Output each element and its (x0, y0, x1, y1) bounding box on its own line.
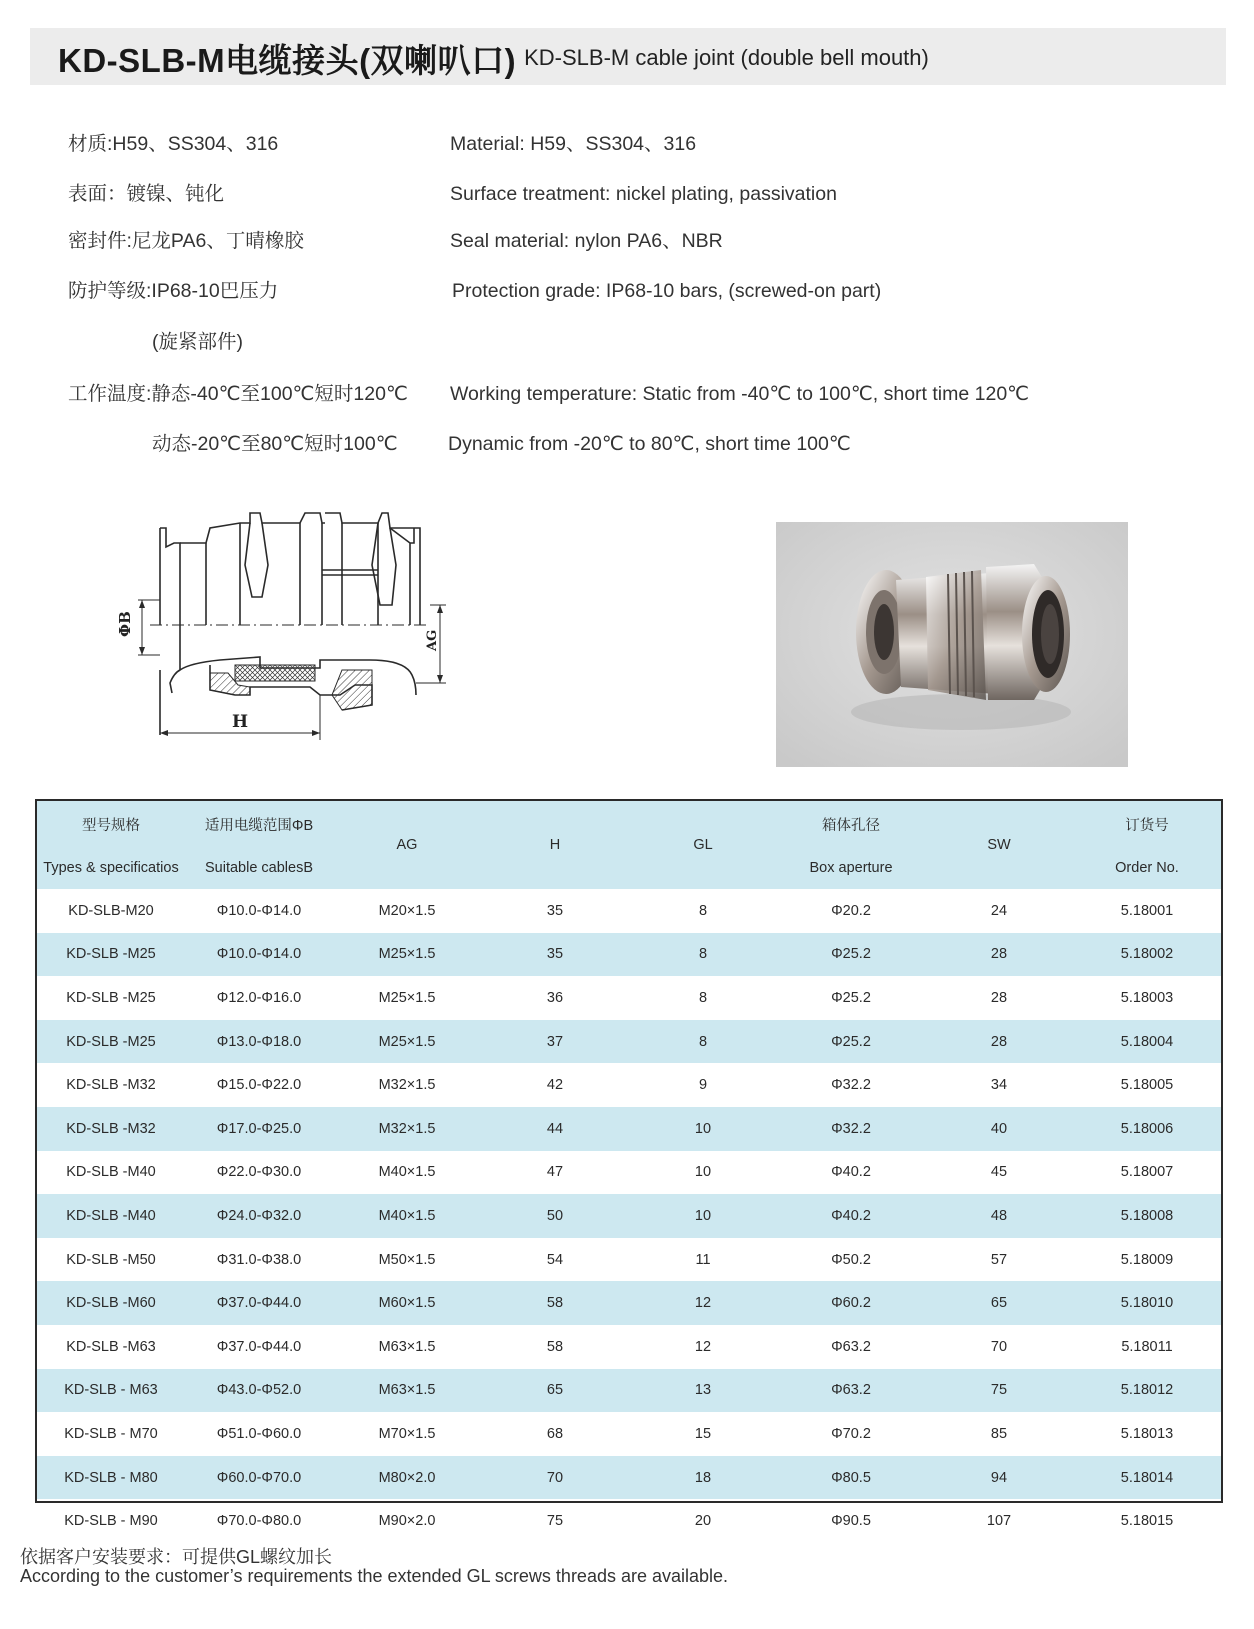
table-cell: M20×1.5 (378, 902, 436, 919)
table-cell: KD-SLB -M63 (66, 1338, 156, 1355)
table-cell: Φ63.2 (831, 1338, 871, 1355)
table-cell: KD-SLB -M40 (66, 1164, 156, 1181)
table-cell: M40×1.5 (378, 1164, 436, 1181)
table-cell: 58 (481, 1281, 629, 1325)
table-cell: Φ15.0-Φ22.0 (216, 1077, 302, 1094)
table-cell: Φ25.2 (777, 1020, 925, 1064)
header-h: H (481, 801, 629, 889)
table-cell: 24 (990, 902, 1008, 919)
table-cell: 18 (629, 1456, 777, 1500)
table-cell: KD-SLB -M32 (66, 1077, 156, 1094)
table-cell: Φ10.0-Φ14.0 (185, 933, 333, 977)
table-cell: KD-SLB-M20 (68, 902, 154, 919)
note-zh: 依据客户安装要求：可提供GL螺纹加长 (20, 1547, 333, 1567)
table-cell: 8 (629, 933, 777, 977)
spec-surface-zh: 表面：镀镍、钝化 (68, 183, 225, 205)
table-cell: M50×1.5 (378, 1251, 436, 1268)
table-cell: M60×1.5 (333, 1281, 481, 1325)
table-cell: 28 (990, 989, 1008, 1006)
table-cell: Φ32.2 (831, 1077, 871, 1094)
table-cell: 70 (990, 1338, 1008, 1355)
table-cell: Φ70.0-Φ80.0 (216, 1513, 302, 1530)
cable-gland-image (776, 522, 1128, 767)
table-cell: 12 (629, 1281, 777, 1325)
title-en: KD-SLB-M cable joint (double bell mouth) (524, 45, 929, 70)
table-cell: KD-SLB - M63 (37, 1369, 185, 1413)
table-row (37, 1369, 1221, 1413)
table-cell: 75 (925, 1369, 1073, 1413)
table-cell: 35 (481, 933, 629, 977)
table-cell: 28 (925, 1020, 1073, 1064)
table-cell: Φ60.2 (777, 1281, 925, 1325)
table-cell: 5.18006 (1073, 1107, 1221, 1151)
table-cell: 35 (546, 902, 564, 919)
table-row (37, 1325, 1221, 1369)
table-cell: Φ13.0-Φ18.0 (185, 1020, 333, 1064)
spec-seal-zh: 密封件:尼龙PA6、丁晴橡胶 (68, 230, 304, 252)
table-cell: 11 (695, 1251, 711, 1268)
table-cell: 65 (925, 1281, 1073, 1325)
table-cell: 58 (546, 1338, 564, 1355)
table-cell: 5.18003 (1120, 989, 1174, 1006)
table-cell: M32×1.5 (378, 1077, 436, 1094)
table-cell: M25×1.5 (378, 989, 436, 1006)
spec-protection-zh-2: (旋紧部件) (152, 331, 243, 353)
table-cell: 36 (546, 989, 564, 1006)
table-cell: Φ32.2 (777, 1107, 925, 1151)
table-cell: 5.18014 (1073, 1456, 1221, 1500)
table-cell: Φ24.0-Φ32.0 (185, 1194, 333, 1238)
table-cell: 37 (481, 1020, 629, 1064)
table-cell: Φ25.2 (831, 989, 871, 1006)
header-order-no: 订货号 Order No. (1073, 801, 1221, 889)
table-cell: 9 (698, 1077, 708, 1094)
table-cell: 5.18013 (1120, 1425, 1174, 1442)
table-cell: 5.18010 (1073, 1281, 1221, 1325)
table-cell: 34 (990, 1077, 1008, 1094)
header-cable-range: 适用电缆范围ΦB Suitable cablesB (185, 801, 333, 889)
table-row (37, 1194, 1221, 1238)
table-cell: M40×1.5 (333, 1194, 481, 1238)
table-row (37, 1151, 1221, 1195)
spec-table (35, 799, 1223, 1530)
table-row (37, 1281, 1221, 1325)
label-phi-b: ΦB (116, 611, 134, 637)
spec-protection-en: Protection grade: IP68-10 bars, (screwed-on part) (452, 280, 882, 302)
table-cell: KD-SLB - M80 (37, 1456, 185, 1500)
table-row (37, 1020, 1221, 1064)
spec-surface-en: Surface treatment: nickel plating, passivation (450, 183, 837, 205)
table-cell: 10 (629, 1194, 777, 1238)
table-cell: 75 (546, 1513, 564, 1530)
table-cell: KD-SLB -M25 (66, 989, 156, 1006)
product-photo (776, 522, 1128, 767)
table-cell: Φ31.0-Φ38.0 (216, 1251, 302, 1268)
table-cell: Φ43.0-Φ52.0 (185, 1369, 333, 1413)
table-cell: KD-SLB - M90 (64, 1513, 158, 1530)
table-row (37, 1499, 1221, 1543)
table-cell: 42 (546, 1077, 564, 1094)
table-cell: Φ37.0-Φ44.0 (185, 1281, 333, 1325)
table-cell: 70 (481, 1456, 629, 1500)
table-cell: 44 (481, 1107, 629, 1151)
table-cell: 5.18011 (1121, 1338, 1173, 1355)
table-cell: 65 (481, 1369, 629, 1413)
table-cell: M63×1.5 (378, 1338, 436, 1355)
header-type: 型号规格 Types & specificatios (37, 801, 185, 889)
table-cell: Φ51.0-Φ60.0 (216, 1425, 302, 1442)
table-cell: 45 (990, 1164, 1008, 1181)
table-cell: Φ63.2 (777, 1369, 925, 1413)
table-cell: 8 (698, 989, 708, 1006)
table-cell: 50 (481, 1194, 629, 1238)
table-row (37, 1456, 1221, 1500)
table-cell: 68 (546, 1425, 564, 1442)
table-row (37, 1107, 1221, 1151)
table-cell: 28 (925, 933, 1073, 977)
table-cell: KD-SLB -M25 (37, 933, 185, 977)
table-row (37, 889, 1221, 933)
table-cell: 10 (694, 1164, 712, 1181)
table-cell: Φ80.5 (777, 1456, 925, 1500)
table-cell: Φ70.2 (831, 1425, 871, 1442)
table-cell: Φ17.0-Φ25.0 (185, 1107, 333, 1151)
table-row (37, 1412, 1221, 1456)
table-cell: KD-SLB - M70 (64, 1425, 158, 1442)
table-cell: 20 (694, 1513, 712, 1530)
label-h: H (232, 712, 249, 732)
table-cell: Φ50.2 (831, 1251, 871, 1268)
table-cell: M70×1.5 (378, 1425, 436, 1442)
table-cell: M90×2.0 (378, 1513, 436, 1530)
table-cell: Φ37.0-Φ44.0 (216, 1338, 302, 1355)
table-cell: KD-SLB -M25 (37, 1020, 185, 1064)
table-cell: 85 (990, 1425, 1008, 1442)
table-cell: 5.18002 (1073, 933, 1221, 977)
spec-temp-en: Working temperature: Static from -40℃ to 100℃, short time 120℃ (450, 383, 1030, 405)
header-sw: SW (925, 801, 1073, 889)
table-cell: 5.18015 (1120, 1513, 1174, 1530)
spec-temp-zh-2: 动态-20℃至80℃短时100℃ (152, 433, 398, 455)
table-cell: 15 (694, 1425, 712, 1442)
table-cell: 5.18001 (1120, 902, 1174, 919)
spec-table-grid (37, 801, 1221, 1543)
spec-protection-zh: 防护等级:IP68-10巴压力 (68, 280, 279, 302)
table-cell: Φ90.5 (831, 1513, 871, 1530)
header-gl: GL (629, 801, 777, 889)
table-cell: Φ40.2 (831, 1164, 871, 1181)
table-cell: 5.18008 (1073, 1194, 1221, 1238)
spec-temp-en-2: Dynamic from -20℃ to 80℃, short time 100℃ (448, 433, 851, 455)
table-cell: 5.18012 (1073, 1369, 1221, 1413)
table-cell: 13 (629, 1369, 777, 1413)
table-cell: M80×2.0 (333, 1456, 481, 1500)
table-cell: 48 (925, 1194, 1073, 1238)
table-cell: 10 (629, 1107, 777, 1151)
table-cell: 5.18007 (1120, 1164, 1174, 1181)
table-cell: KD-SLB -M40 (37, 1194, 185, 1238)
spec-seal-en: Seal material: nylon PA6、NBR (450, 230, 723, 252)
note-en: According to the customer’s requirements the extended GL screws threads are available. (20, 1566, 729, 1586)
table-row (37, 976, 1221, 1020)
table-cell: 8 (698, 902, 708, 919)
table-cell: M25×1.5 (333, 1020, 481, 1064)
page-title (58, 34, 929, 82)
table-row (37, 1238, 1221, 1282)
table-cell: M25×1.5 (333, 933, 481, 977)
spec-material-en: Material: H59、SS304、316 (450, 133, 697, 155)
table-cell: 5.18009 (1120, 1251, 1174, 1268)
table-cell: Φ20.2 (831, 902, 871, 919)
label-ag: AG (425, 629, 440, 651)
table-cell: KD-SLB -M50 (66, 1251, 156, 1268)
table-cell: KD-SLB -M60 (37, 1281, 185, 1325)
spec-temp-zh: 工作温度:静态-40℃至100℃短时120℃ (68, 383, 408, 405)
table-cell: 12 (694, 1338, 712, 1355)
table-cell: 57 (990, 1251, 1008, 1268)
title-zh: KD-SLB-M电缆接头(双喇叭口) (58, 41, 517, 79)
table-cell: 5.18005 (1120, 1077, 1174, 1094)
table-cell: Φ25.2 (777, 933, 925, 977)
table-cell: KD-SLB -M32 (37, 1107, 185, 1151)
table-cell: M63×1.5 (333, 1369, 481, 1413)
table-cell: Φ60.0-Φ70.0 (185, 1456, 333, 1500)
table-cell: 47 (546, 1164, 564, 1181)
table-row (37, 1063, 1221, 1107)
table-cell: 94 (925, 1456, 1073, 1500)
table-row (37, 933, 1221, 977)
table-cell: 107 (986, 1513, 1012, 1530)
table-cell: 8 (629, 1020, 777, 1064)
header-ag: AG (333, 801, 481, 889)
spec-material-zh: 材质:H59、SS304、316 (68, 133, 279, 155)
table-cell: Φ22.0-Φ30.0 (216, 1164, 302, 1181)
table-header-row (37, 801, 1221, 889)
table-cell: M32×1.5 (333, 1107, 481, 1151)
header-box-aperture: 箱体孔径 Box aperture (777, 801, 925, 889)
table-cell: 54 (546, 1251, 564, 1268)
technical-drawing (110, 505, 470, 775)
table-cell: 5.18004 (1073, 1020, 1221, 1064)
table-cell: Φ12.0-Φ16.0 (216, 989, 302, 1006)
table-cell: 40 (925, 1107, 1073, 1151)
table-cell: Φ10.0-Φ14.0 (216, 902, 302, 919)
table-cell: Φ40.2 (777, 1194, 925, 1238)
table-body (37, 889, 1221, 1543)
